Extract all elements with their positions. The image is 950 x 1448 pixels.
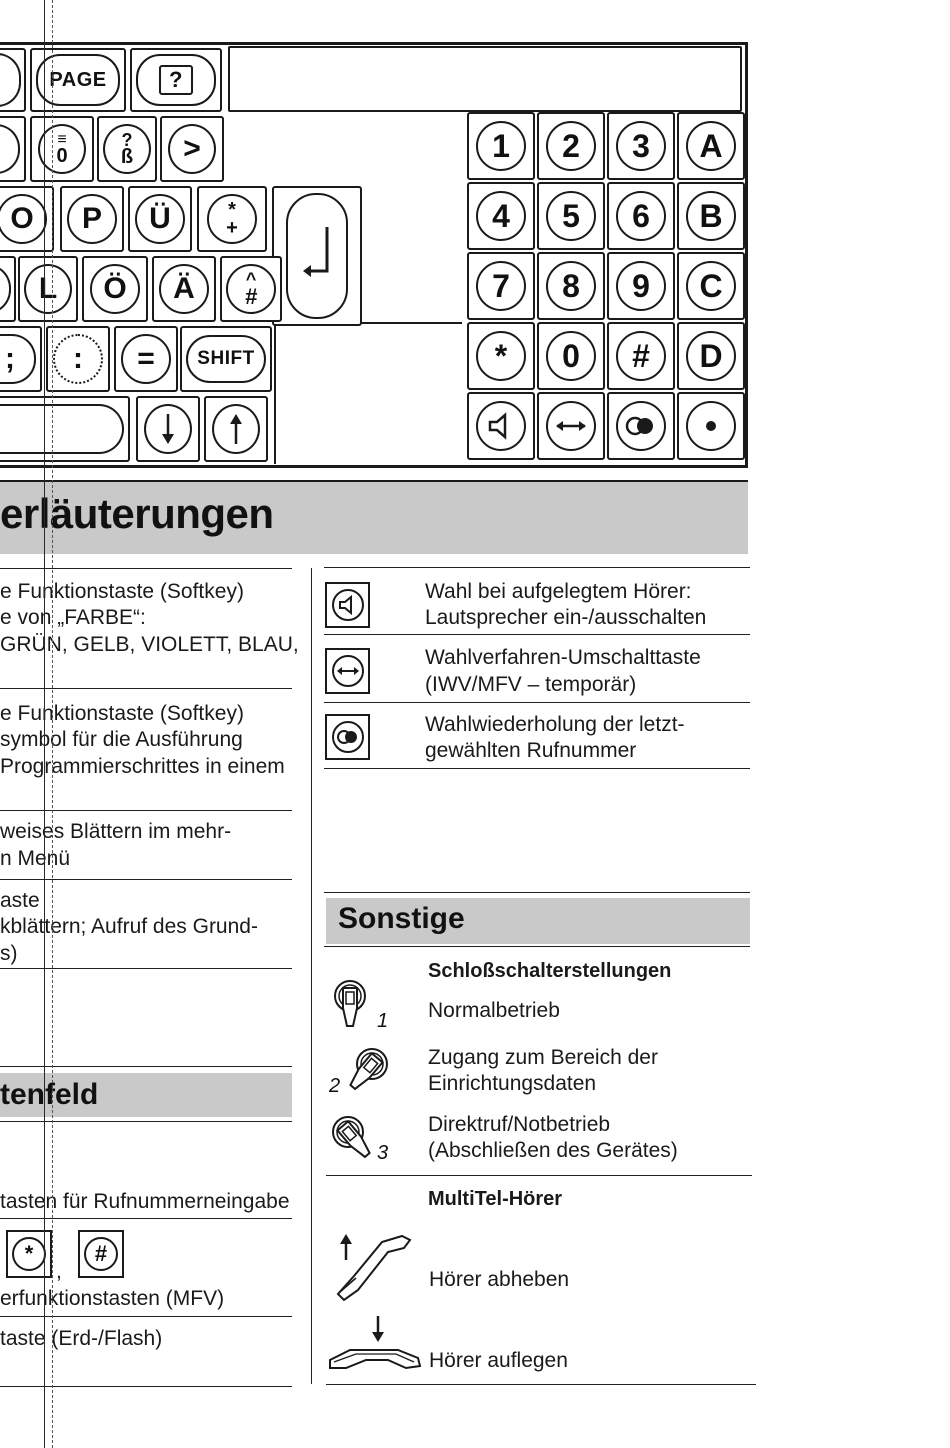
key-ue[interactable]: Ü: [128, 186, 192, 252]
lock-switch-title: Schloßschalterstellungen: [428, 960, 672, 982]
keypad-key-B[interactable]: [677, 182, 745, 250]
left-block4-line3: s): [0, 942, 18, 965]
keypad-key-label: 8: [562, 268, 580, 304]
key-question-sz[interactable]: ? ß: [97, 116, 157, 182]
handset-title: MultiTel-Hörer: [428, 1188, 563, 1210]
speaker-icon: [337, 595, 359, 615]
left-block1-line3: GRÜN, GELB, VIOLETT, BLAU,: [0, 633, 299, 656]
dot-icon: [704, 419, 718, 433]
handset-hangup-text: Hörer auflegen: [429, 1349, 568, 1372]
left-block2-line2: symbol für die Ausführung: [0, 728, 243, 751]
right-item3-line1: Wahlwiederholung der letzt-: [425, 713, 685, 736]
lock-position-3-text-line1: Direktruf/Notbetrieb: [428, 1113, 611, 1136]
key-caret-hash[interactable]: ^ #: [220, 256, 282, 322]
keypad-key-label: C: [699, 268, 723, 304]
left-block3-line1: weises Blättern im mehr-: [0, 820, 232, 843]
key-colon[interactable]: :: [46, 326, 110, 392]
column-divider: [311, 568, 312, 1384]
keypad-key-3[interactable]: [607, 112, 675, 180]
display-area: [228, 46, 742, 112]
keypad-key-#[interactable]: [607, 322, 675, 390]
arrow-down-icon: [158, 412, 178, 446]
lock-position-2-icon: [344, 1044, 394, 1096]
key-oe[interactable]: Ö: [82, 256, 148, 322]
lock-position-3-number: 3: [377, 1142, 389, 1164]
left-block7-line1: taste (Erd-/Flash): [0, 1327, 163, 1350]
lock-position-3-text-line2: (Abschließen des Gerätes): [428, 1139, 678, 1162]
keypad-key-6[interactable]: [607, 182, 675, 250]
section-title-tastenfeld: tenfeld: [0, 1078, 99, 1111]
keypad-key-1[interactable]: [467, 112, 535, 180]
keypad-key-2[interactable]: [537, 112, 605, 180]
key-partial-row4[interactable]: [0, 256, 16, 322]
toggle-key-icon: [325, 648, 370, 694]
keypad-key-label: A: [699, 128, 723, 164]
lock-position-1-icon: [330, 978, 376, 1030]
lock-position-1-text: Normalbetrieb: [428, 999, 560, 1022]
speaker-key-icon: [325, 582, 370, 628]
key-o[interactable]: O: [0, 186, 54, 252]
keypad-key-5[interactable]: [537, 182, 605, 250]
keypad-key-C[interactable]: [677, 252, 745, 320]
handset-lift-icon: [330, 1232, 414, 1304]
key-arrow-down[interactable]: [136, 396, 200, 462]
keypad-function-key-dot[interactable]: [677, 392, 745, 460]
key-greater[interactable]: [160, 116, 224, 182]
keypad-key-label: 4: [492, 198, 510, 234]
lock-position-2-text-line1: Zugang zum Bereich der: [428, 1046, 658, 1069]
lock-position-2-text-line2: Einrichtungsdaten: [428, 1072, 597, 1095]
right-item2-line1: Wahlverfahren-Umschalttaste: [425, 646, 701, 669]
key-p[interactable]: P: [60, 186, 124, 252]
key-ae[interactable]: Ä: [152, 256, 216, 322]
enter-arrow-icon: [297, 221, 337, 291]
keypad-key-label: 3: [632, 128, 650, 164]
lock-position-3-icon: [328, 1114, 378, 1166]
keypad-key-label: *: [494, 338, 508, 374]
hash-key-icon: #: [78, 1230, 124, 1278]
keypad-key-label: 7: [492, 268, 510, 304]
keyboard-blank-area: [274, 322, 462, 464]
key-l[interactable]: L: [18, 256, 78, 322]
keypad-key-9[interactable]: [607, 252, 675, 320]
key-star-plus[interactable]: * +: [197, 186, 267, 252]
left-block2-line1: e Funktionstaste (Softkey): [0, 702, 244, 725]
keypad-key-7[interactable]: [467, 252, 535, 320]
section-title-sonstige: Sonstige: [338, 902, 465, 935]
right-item1-line2: Lautsprecher ein-/ausschalten: [425, 606, 707, 629]
keypad-key-label: 0: [562, 338, 580, 374]
lock-position-2-number: 2: [329, 1075, 341, 1097]
left-block4-line2: kblättern; Aufruf des Grund-: [0, 915, 258, 938]
speaker-icon: [486, 412, 516, 440]
left-block5-line1: tasten für Rufnummerneingabe: [0, 1190, 290, 1213]
redial-key-icon: [325, 714, 370, 760]
keypad-key-8[interactable]: [537, 252, 605, 320]
star-key-icon: *: [6, 1230, 52, 1278]
key-equals[interactable]: =: [114, 326, 178, 392]
left-block1-line1: e Funktionstaste (Softkey): [0, 580, 244, 603]
key-help[interactable]: [130, 48, 222, 112]
keypad-key-label: 6: [632, 198, 650, 234]
keypad-key-label: 9: [632, 268, 650, 304]
redial-icon: [336, 729, 360, 745]
key-equiv-zero[interactable]: ≡ 0: [30, 116, 94, 182]
keypad-key-*[interactable]: [467, 322, 535, 390]
redial-icon: [624, 415, 658, 437]
lock-position-1-number: 1: [377, 1010, 389, 1032]
left-block2-line3: Programmierschrittes in einem: [0, 755, 285, 778]
keypad-key-label: 2: [562, 128, 580, 164]
keypad-key-label: 5: [562, 198, 580, 234]
key-greater-label: >: [168, 124, 216, 174]
key-enter[interactable]: [272, 186, 362, 326]
key-help-label: ?: [159, 65, 193, 95]
keypad-key-0[interactable]: [537, 322, 605, 390]
toggle-arrows-icon: [335, 664, 361, 678]
left-block4-line1: aste: [0, 889, 40, 912]
key-partial-row2[interactable]: [0, 116, 26, 182]
keypad-key-label: #: [632, 338, 650, 374]
key-shift[interactable]: SHIFT: [180, 326, 272, 392]
left-block1-line2: e von „FARBE“:: [0, 606, 146, 629]
left-block6-comma: ,: [56, 1260, 62, 1283]
left-block6-line1: erfunktionstasten (MFV): [0, 1287, 225, 1310]
handset-hangup-icon: [326, 1314, 422, 1378]
keypad-function-key-speaker[interactable]: [467, 392, 535, 460]
keypad-key-A[interactable]: [677, 112, 745, 180]
right-item1-line1: Wahl bei aufgelegtem Hörer:: [425, 580, 692, 603]
key-arrow-up[interactable]: [204, 396, 268, 462]
keypad-key-label: B: [699, 198, 723, 234]
fold-line-1: [44, 0, 45, 1448]
arrow-up-icon: [226, 412, 246, 446]
section-title-erlaeuterungen: erläuterungen: [0, 490, 274, 537]
keypad-function-key-redial[interactable]: [607, 392, 675, 460]
keypad-key-D[interactable]: [677, 322, 745, 390]
toggle-arrows-icon: [553, 417, 589, 435]
keypad-function-key-toggle-arrows[interactable]: [537, 392, 605, 460]
key-partial-top[interactable]: [0, 48, 26, 112]
keypad-key-label: 1: [492, 128, 510, 164]
right-item2-line2: (IWV/MFV – temporär): [425, 673, 637, 696]
right-item3-line2: gewählten Rufnummer: [425, 739, 637, 762]
key-page-label: PAGE: [36, 54, 120, 106]
keypad-key-label: D: [699, 338, 723, 374]
left-block3-line2: n Menü: [0, 847, 71, 870]
key-semicolon[interactable]: ;: [0, 326, 42, 392]
key-space[interactable]: [0, 396, 130, 462]
keypad-key-4[interactable]: [467, 182, 535, 250]
handset-lift-text: Hörer abheben: [429, 1268, 570, 1291]
fold-line-2: [52, 0, 53, 1448]
